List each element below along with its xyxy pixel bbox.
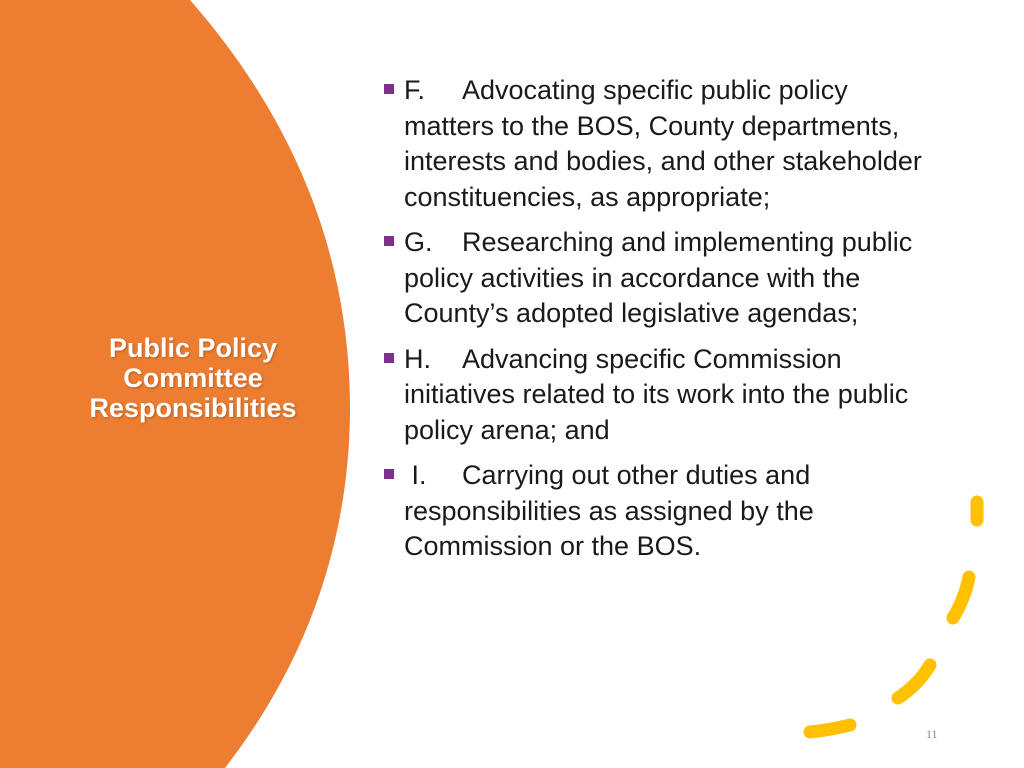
- list-item-f: [384, 73, 944, 215]
- page-number: 11: [926, 727, 938, 741]
- item-text: Advocating specific public policy matters to the BOS, County departments, interests and bodies, and other stakeholder constituencies, as appropriate;: [404, 75, 922, 212]
- item-letter: I.: [404, 460, 427, 490]
- item-text: Researching and implementing public policy activities in accordance with the County’s adopted legislative agendas;: [404, 227, 913, 328]
- slide-title-line-3: Responsibilities: [89, 393, 297, 423]
- square-bullet-icon: [384, 469, 394, 479]
- item-text: Carrying out other duties and responsibilities as assigned by the Commission or the BOS.: [404, 460, 814, 561]
- square-bullet-icon: [384, 353, 394, 363]
- slide-title-line-2: Committee: [123, 363, 263, 393]
- item-letter: G.: [404, 227, 433, 257]
- item-text: Advancing specific Commission initiatives related to its work into the public policy arena; and: [404, 343, 909, 445]
- item-letter: F.: [404, 75, 426, 105]
- list-item-g: [384, 225, 944, 332]
- square-bullet-icon: [384, 84, 394, 94]
- slide-title: [62, 333, 324, 423]
- decorative-dashes: [780, 480, 1010, 760]
- slide-title-line-1: Public Policy: [108, 333, 278, 363]
- square-bullet-icon: [384, 236, 394, 246]
- item-letter: H.: [404, 343, 431, 374]
- list-item-h: [384, 342, 944, 449]
